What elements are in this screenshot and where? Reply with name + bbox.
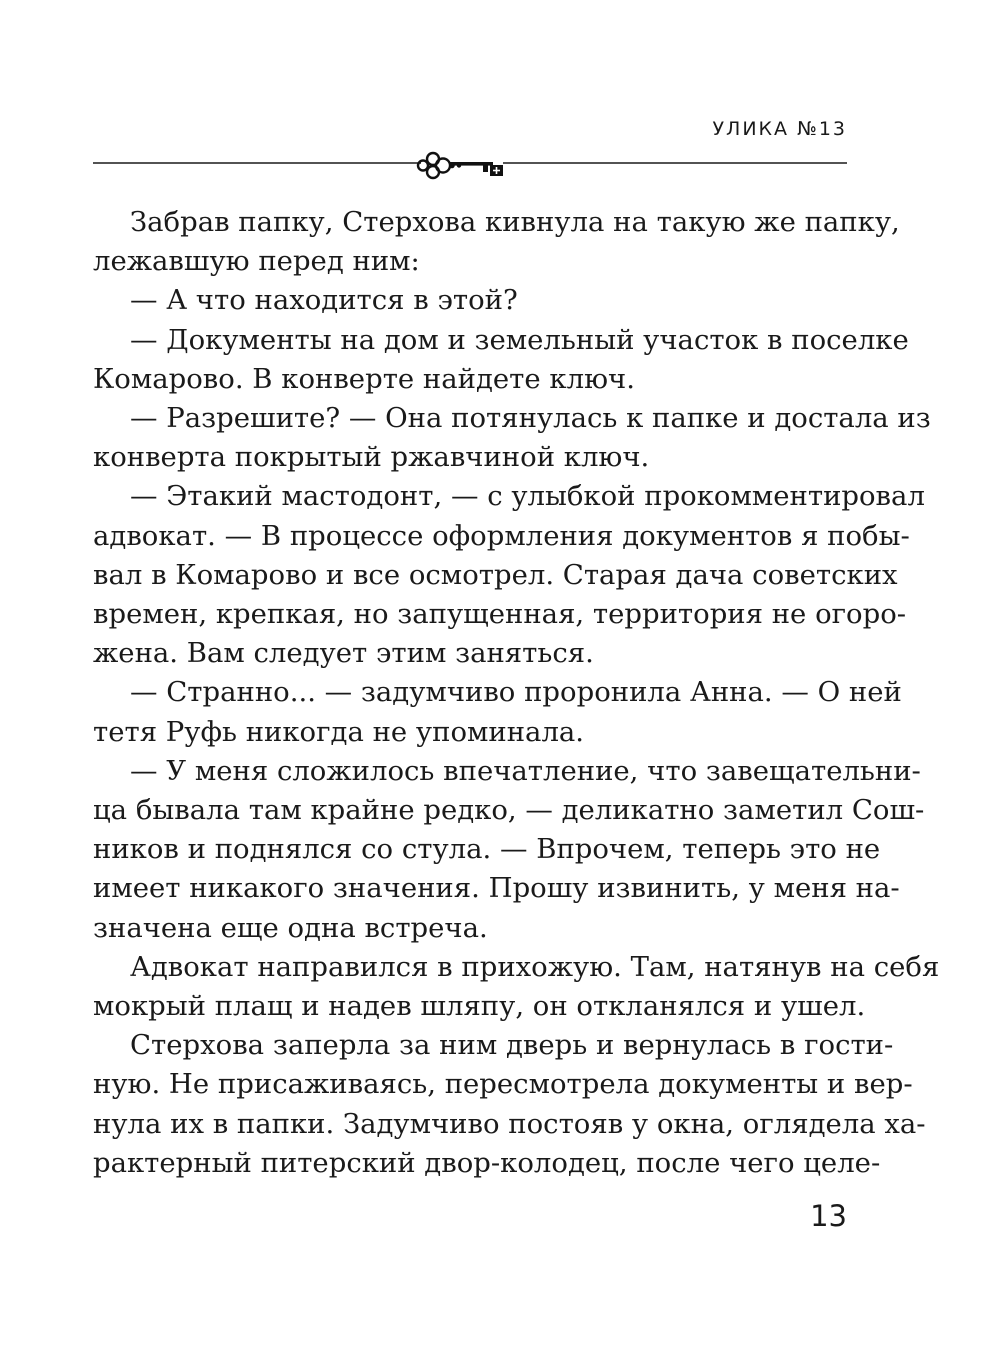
text-line: — Разрешите? — Она потянулась к папке и достала из xyxy=(130,402,931,435)
ornament-rule xyxy=(93,148,847,184)
paragraph-7 xyxy=(93,752,925,948)
text-line: адвокат. — В процессе оформления документов я побы- xyxy=(93,519,910,552)
text-line: вал в Комарово и все осмотрел. Старая дача советских xyxy=(93,558,898,591)
key-icon xyxy=(418,153,450,178)
running-header: УЛИКА №13 xyxy=(712,118,847,140)
text-line: — Документы на дом и земельный участок в поселке xyxy=(130,323,909,356)
text-line: рактерный питерский двор-колодец, после чего целе- xyxy=(93,1146,881,1179)
text-line: ную. Не присаживаясь, пересмотрела документы и вер- xyxy=(93,1068,913,1101)
paragraph-5 xyxy=(93,477,925,673)
text-line: ца бывала там крайне редко, — деликатно заметил Сош- xyxy=(93,794,925,827)
text-line: — Этакий мастодонт, — с улыбкой прокомментировал xyxy=(130,480,925,513)
text-line: тетя Руфь никогда не упоминала. xyxy=(93,715,585,748)
paragraph-3 xyxy=(93,321,909,399)
text-line: мокрый плащ и надев шляпу, он откланялся и ушел. xyxy=(93,990,866,1023)
text-line: — У меня сложилось впечатление, что завещательни- xyxy=(130,754,921,787)
body-text xyxy=(93,203,940,1183)
text-line: имеет никакого значения. Прошу извинить, у меня на- xyxy=(93,872,900,905)
text-line: времен, крепкая, но запущенная, территория не огоро- xyxy=(93,598,907,631)
paragraph-6 xyxy=(93,673,902,751)
text-line: нула их в папки. Задумчиво постояв у окна, оглядела ха- xyxy=(93,1107,926,1140)
text-line: Комарово. В конверте найдете ключ. xyxy=(93,362,635,395)
text-line: значена еще одна встреча. xyxy=(93,911,488,944)
paragraph-2 xyxy=(93,281,847,320)
text-line: жена. Вам следует этим заняться. xyxy=(93,637,594,670)
paragraph-1 xyxy=(93,203,900,281)
text-line: — А что находится в этой? xyxy=(130,284,518,317)
page-number: 13 xyxy=(810,1199,847,1233)
text-line: Стерхова заперла за ним дверь и вернулась в гости- xyxy=(130,1029,894,1062)
paragraph-4 xyxy=(93,399,931,477)
text-line: лежавшую перед ним: xyxy=(93,245,420,278)
text-line: конверта покрытый ржавчиной ключ. xyxy=(93,441,650,474)
text-line: ников и поднялся со стула. — Впрочем, теперь это не xyxy=(93,833,881,866)
paragraph-9 xyxy=(93,1026,926,1183)
text-line: Адвокат направился в прихожую. Там, натянув на себя xyxy=(130,950,940,983)
text-line: — Странно... — задумчиво проронила Анна. — О ней xyxy=(130,676,902,709)
text-line: Забрав папку, Стерхова кивнула на такую же папку, xyxy=(130,206,900,238)
paragraph-8 xyxy=(93,948,940,1026)
